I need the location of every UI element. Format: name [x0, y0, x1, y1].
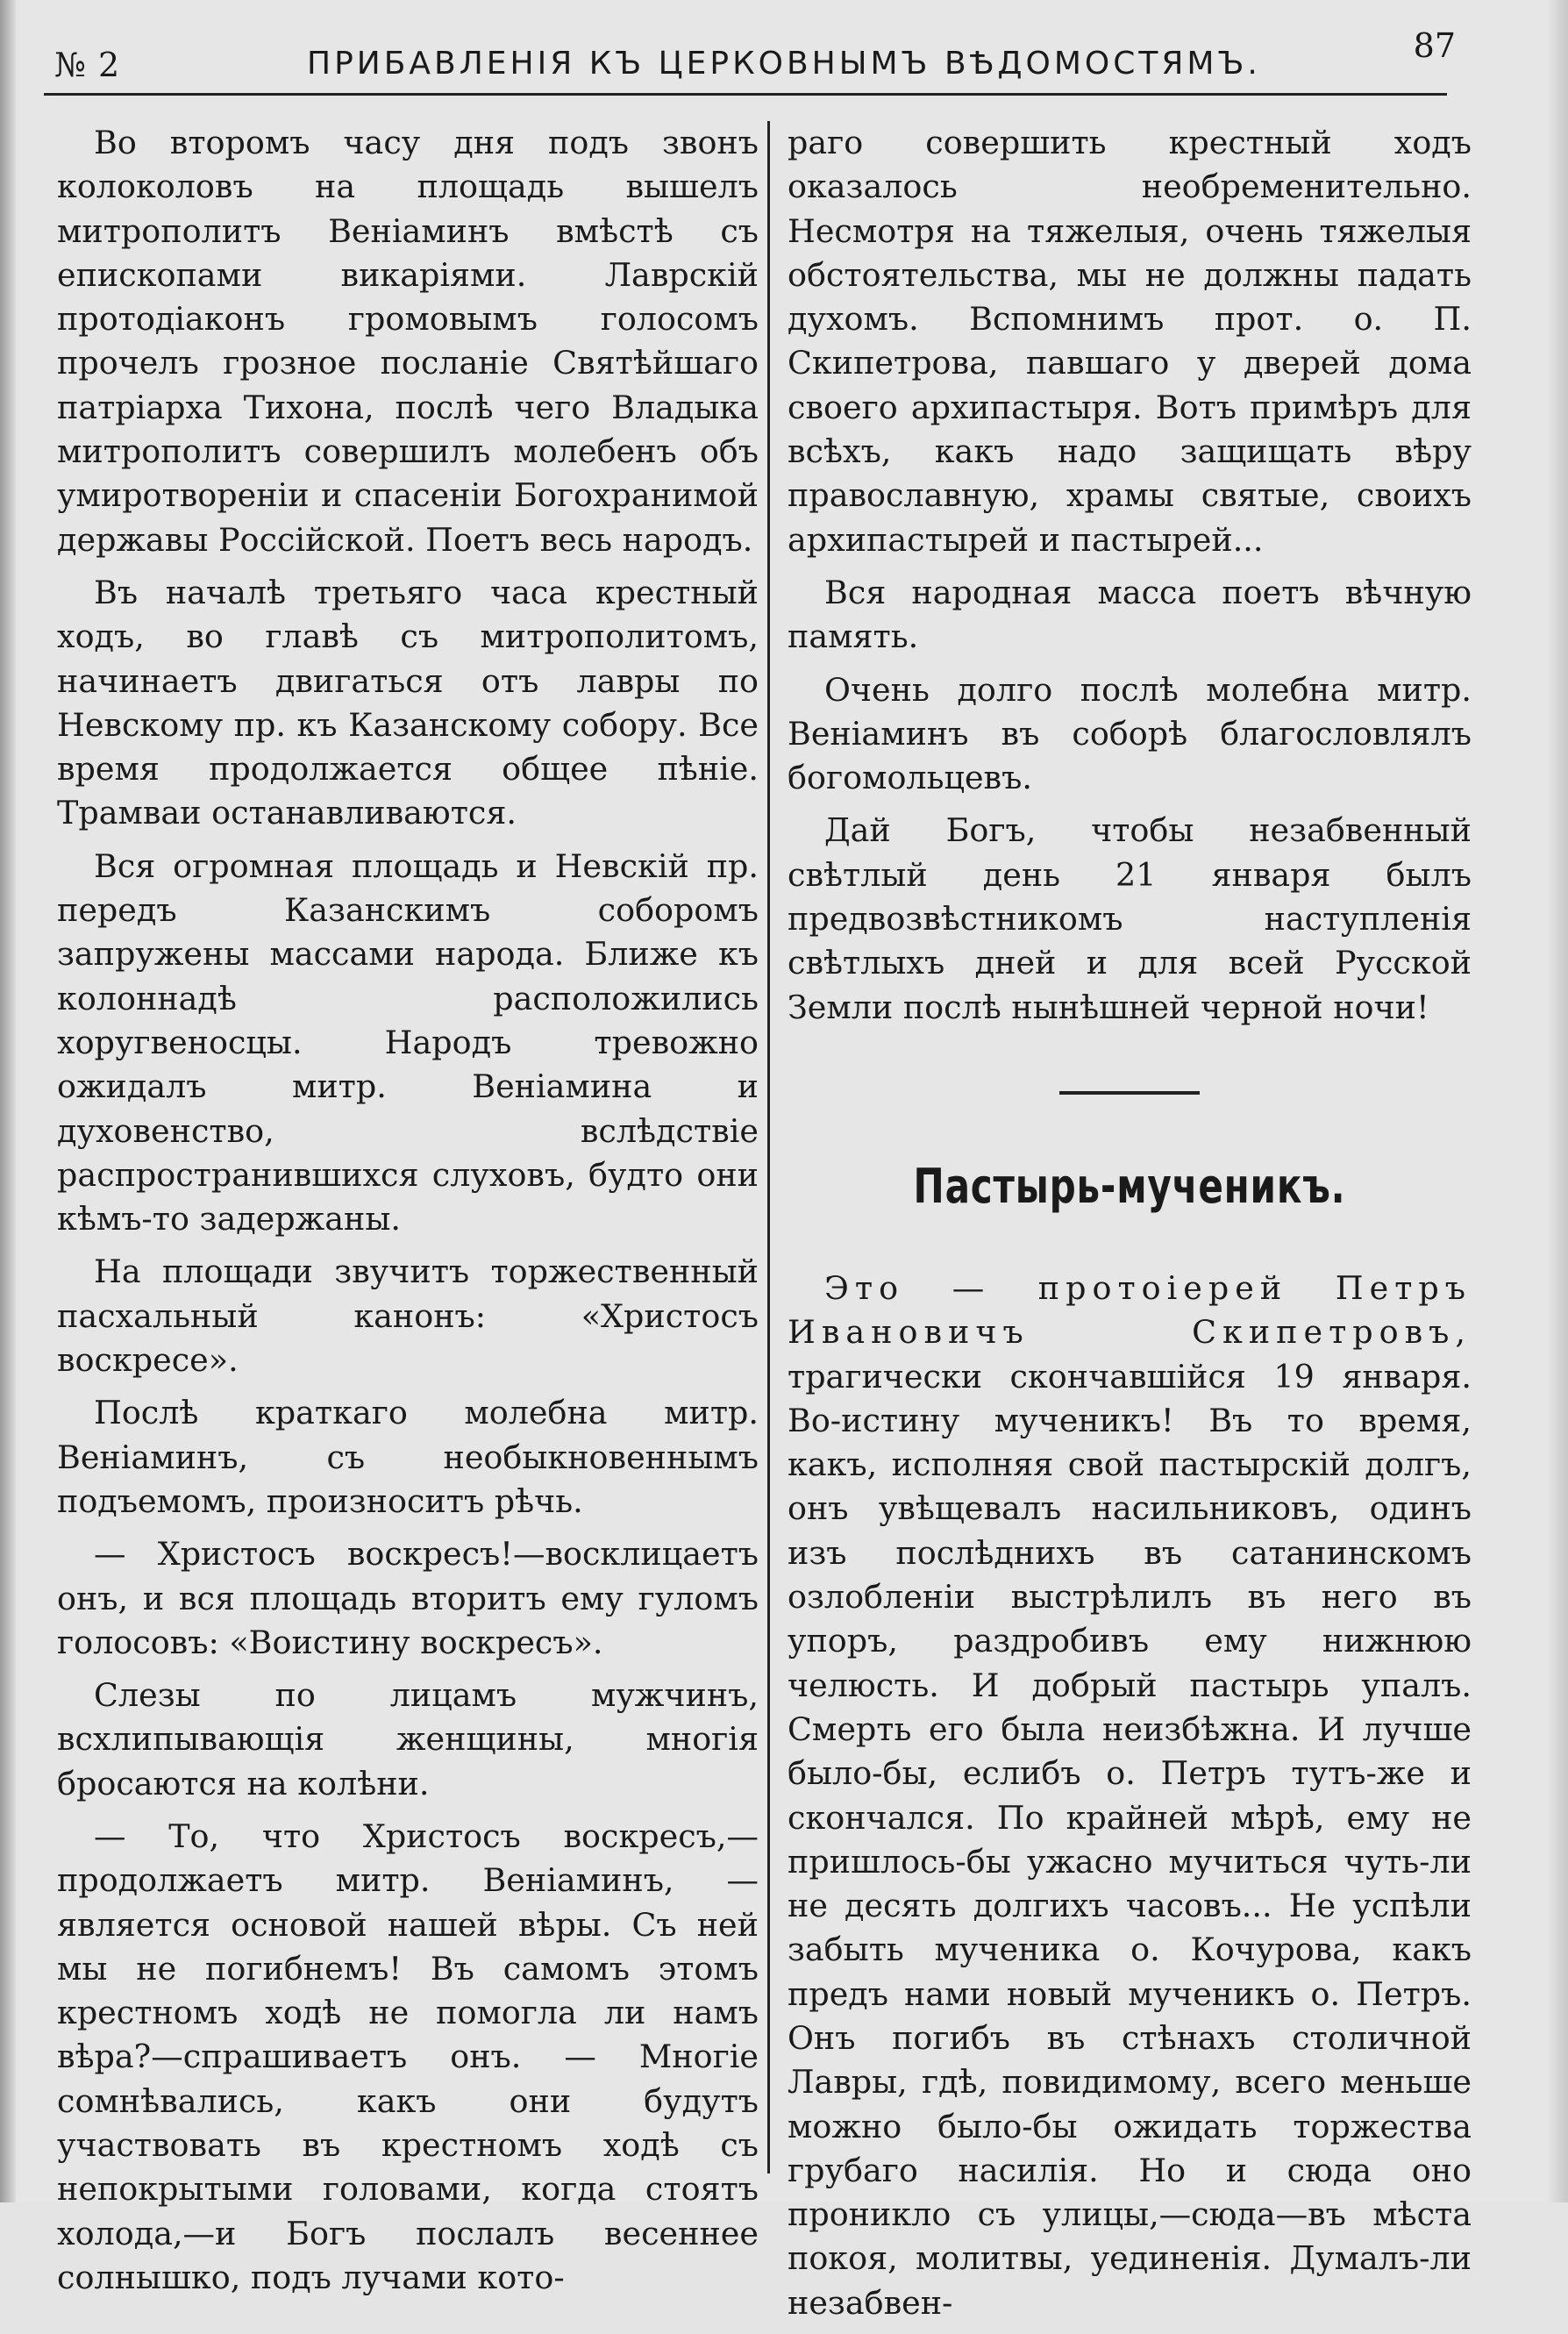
article-lead: Это — протоіерей Петръ Ивановичъ Скипетровъ, — [788, 1268, 1472, 1352]
paragraph: Вся народная масса поетъ вѣчную память. — [788, 573, 1472, 656]
article-paragraph — [788, 1267, 1472, 2325]
publication-title: ПРИБАВЛЕНІЯ КЪ ЦЕРКОВНЫМЪ ВѢДОМОСТЯМЪ. — [307, 46, 1261, 82]
page-edge-shadow — [1547, 0, 1568, 2202]
article-title: Пастырь-мученикъ. — [913, 1158, 1346, 1214]
page-binding-shadow — [0, 0, 16, 2202]
paragraph: На площади звучитъ торжественный пасхальный канонъ: «Христосъ воскресе». — [57, 1253, 759, 1380]
paragraph: раго совершить крестный ходъ оказалось необременительно. Несмотря на тяжелыя, очень тяжелыя обстоятельства, мы не должны падать духомъ. Вспомнимъ прот. о. П. Скипетрова, павшаго у дверей дома своего архипастыря. Вотъ примѣръ для всѣхъ, какъ надо защищать вѣру православную, храмы святые, своихъ архипастырей и пастырей... — [788, 124, 1472, 559]
left-column — [57, 121, 759, 2309]
section-separator — [1059, 1091, 1200, 1095]
paragraph: Слезы по лицамъ мужчинъ, всхлипывающія женщины, многія бросаются на колѣни. — [57, 1676, 759, 1802]
paragraph: Вся огромная площадь и Невскій пр. передъ Казанскимъ соборомъ запружены массами народа. Ближе къ колоннадѣ расположились хоругвеносцы. Народъ тревожно ожидалъ митр. Веніамина и духовенство, вслѣдствіе распространившихся слуховъ, будто они кѣмъ-то задержаны. — [57, 846, 759, 1238]
column-divider — [767, 121, 770, 2173]
page-number: 87 — [1413, 26, 1456, 65]
paragraph: — Христосъ воскресъ!—восклицаетъ онъ, и вся площадь вторитъ ему гуломъ голосовъ: «Воистину воскресъ». — [57, 1535, 759, 1661]
paragraph: — То, что Христосъ воскресъ,—продолжаетъ митр. Веніаминъ, — является основой нашей вѣры. Съ ней мы не погибнемъ! Въ самомъ этомъ крестномъ ходѣ не помогла ли намъ вѣра?—спрашиваетъ онъ. — Многіе сомнѣвались, какъ они будутъ участвовать въ крестномъ ходѣ съ непокрытыми головами, когда стоятъ холода,—и Богъ послалъ весеннее солнышко, подъ лучами кото- — [57, 1817, 759, 2296]
paragraph: Въ началѣ третьяго часа крестный ходъ, во главѣ съ митрополитомъ, начинаетъ двигаться отъ лавры по Невскому пр. къ Казанскому собору. Все время продолжается общее пѣніе. Трамваи останавливаются. — [57, 573, 759, 832]
paragraph: Послѣ краткаго молебна митр. Веніаминъ, съ необыкновеннымъ подъемомъ, произноситъ рѣчь. — [57, 1394, 759, 1520]
issue-number: № 2 — [54, 46, 121, 84]
article-body: трагически скончавшійся 19 января. Во-истину мученикъ! Въ то время, какъ, исполняя свой пастырскій долгъ, онъ увѣщевалъ насильниковъ, одинъ изъ послѣднихъ въ сатанинскомъ озлобленіи выстрѣлилъ въ него въ упоръ, раздробивъ ему нижнюю челюсть. И добрый пастырь упалъ. Смерть его была неизбѣжна. И лучше было-бы, еслибъ о. Петръ тутъ-же и скончался. По крайней мѣрѣ, ему не пришлось-бы ужасно мучиться чуть-ли не десять долгихъ часовъ... Не успѣли забыть мученика о. Кочурова, какъ предъ нами новый мученикъ о. Петръ. Онъ погибъ въ стѣнахъ столичной Лавры, гдѣ, повидимому, всего меньше можно было-бы ожидать торжества грубаго насилія. Но и сюда оно проникло съ улицы,—сюда—въ мѣста покоя, молитвы, уединенія. Думалъ-ли незабвен- — [788, 1357, 1472, 2322]
page-header — [44, 19, 1473, 82]
header-rule — [44, 93, 1447, 96]
paragraph: Дай Богъ, чтобы незабвенный свѣтлый день 21 января былъ предвозвѣстникомъ наступленія свѣтлыхъ дней и для всей Русской Земли послѣ нынѣшней черной ночи! — [788, 811, 1472, 1026]
paragraph: Очень долго послѣ молебна митр. Веніаминъ въ соборѣ благословлялъ богомольцевъ. — [788, 670, 1472, 797]
right-column — [788, 121, 1472, 2334]
paragraph: Во второмъ часу дня подъ звонъ колоколовъ на площадь вышелъ митрополитъ Веніаминъ вмѣстѣ съ епископами викаріями. Лаврскій протодіаконъ громовымъ голосомъ прочелъ грозное посланіе Святѣйшаго патріарха Тихона, послѣ чего Владыка митрополитъ совершилъ молебенъ объ умиротвореніи и спасеніи Богохранимой державы Россійской. Поетъ весь народъ. — [57, 124, 759, 559]
